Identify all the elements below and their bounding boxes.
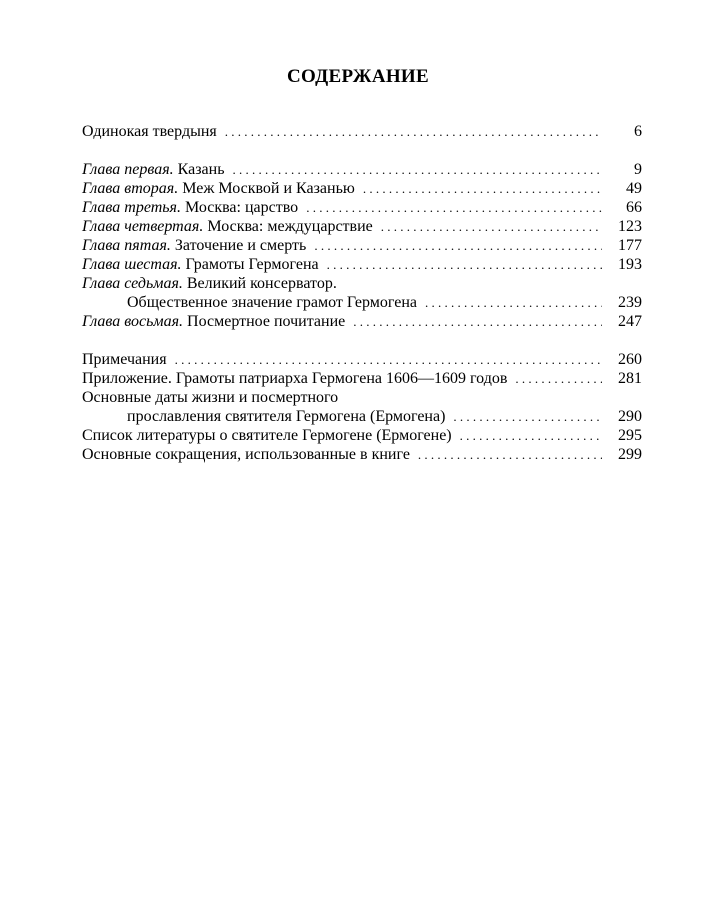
table-of-contents [82,122,642,464]
dot-leader [314,236,602,255]
toc-entry-title: Общественное значение грамот Гермогена [127,294,418,311]
toc-page-number: 9 [634,161,642,178]
toc-page-number: 6 [634,123,642,140]
toc-page-number: 295 [618,427,642,444]
toc-entry-abbreviations [82,445,642,464]
toc-entry-title: Одинокая твердыня [82,123,217,140]
toc-entry-title: Грамоты Гермогена [181,256,319,273]
toc-page-number: 123 [618,218,642,235]
toc-entry-notes [82,350,642,369]
toc-entry-dates-cont [82,407,642,426]
toc-entry-literature [82,426,642,445]
toc-entry-dates [82,388,642,407]
dot-leader [381,217,602,236]
toc-entry-chapter-7-cont [82,293,642,312]
dot-leader [225,122,602,141]
toc-entry-chapter-1 [82,160,642,179]
toc-entry-title: Основные сокращения, использованные в книге [82,446,410,463]
toc-page-number: 247 [618,313,642,330]
toc-page-number: 260 [618,351,642,368]
chapter-label: Глава пятая. [82,237,171,254]
toc-entry-chapter-3 [82,198,642,217]
chapter-label: Глава первая. [82,161,174,178]
toc-entry-title: Москва: царство [180,199,299,216]
dot-leader [306,198,602,217]
dot-leader [418,445,602,464]
toc-entry-title: Приложение. Грамоты патриарха Гермогена 1606—1609 годов [82,370,508,387]
dot-leader [363,179,602,198]
toc-entry-chapter-4 [82,217,642,236]
toc-entry-title: Примечания [82,351,167,368]
dot-leader [175,350,602,369]
toc-page-number: 281 [618,370,642,387]
toc-page-number: 193 [618,256,642,273]
chapter-label: Глава вторая. [82,180,179,197]
toc-entry-chapter-7 [82,274,642,293]
page-title: СОДЕРЖАНИЕ [287,66,429,87]
toc-page-number: 299 [618,446,642,463]
toc-entry-title: Список литературы о святителе Гермогене (Ермогене) [82,427,452,444]
dot-leader [353,312,602,331]
toc-page-number: 290 [618,408,642,425]
toc-page-number: 177 [618,237,642,254]
chapter-label: Глава третья. [82,199,181,216]
toc-entry-title: Посмертное почитание [183,313,346,330]
toc-entry-title: Москва: междуцарствие [203,218,373,235]
toc-entry-title: Заточение и смерть [170,237,307,254]
toc-entry-appendix [82,369,642,388]
dot-leader [327,255,602,274]
chapter-label: Глава седьмая. [82,275,183,292]
toc-entry-title: Основные даты жизни и посмертного [82,389,339,406]
toc-entry-title: прославления святителя Гермогена (Ермогена) [127,408,446,425]
toc-entry-title: Великий консерватор. [182,275,337,292]
toc-entry-chapter-5 [82,236,642,255]
toc-entry-chapter-8 [82,312,642,331]
dot-leader [425,293,602,312]
dot-leader [515,369,602,388]
toc-entry-chapter-6 [82,255,642,274]
toc-page-number: 239 [618,294,642,311]
toc-entry-chapter-2 [82,179,642,198]
toc-page-number: 66 [626,199,642,216]
dot-leader [232,160,602,179]
toc-entry-title: Казань [173,161,225,178]
toc-page-number: 49 [626,180,642,197]
toc-entry-odinokaya [82,122,642,141]
dot-leader [460,426,602,445]
chapter-label: Глава восьмая. [82,313,184,330]
chapter-label: Глава четвертая. [82,218,204,235]
chapter-label: Глава шестая. [82,256,182,273]
toc-entry-title: Меж Москвой и Казанью [178,180,355,197]
dot-leader [453,407,602,426]
